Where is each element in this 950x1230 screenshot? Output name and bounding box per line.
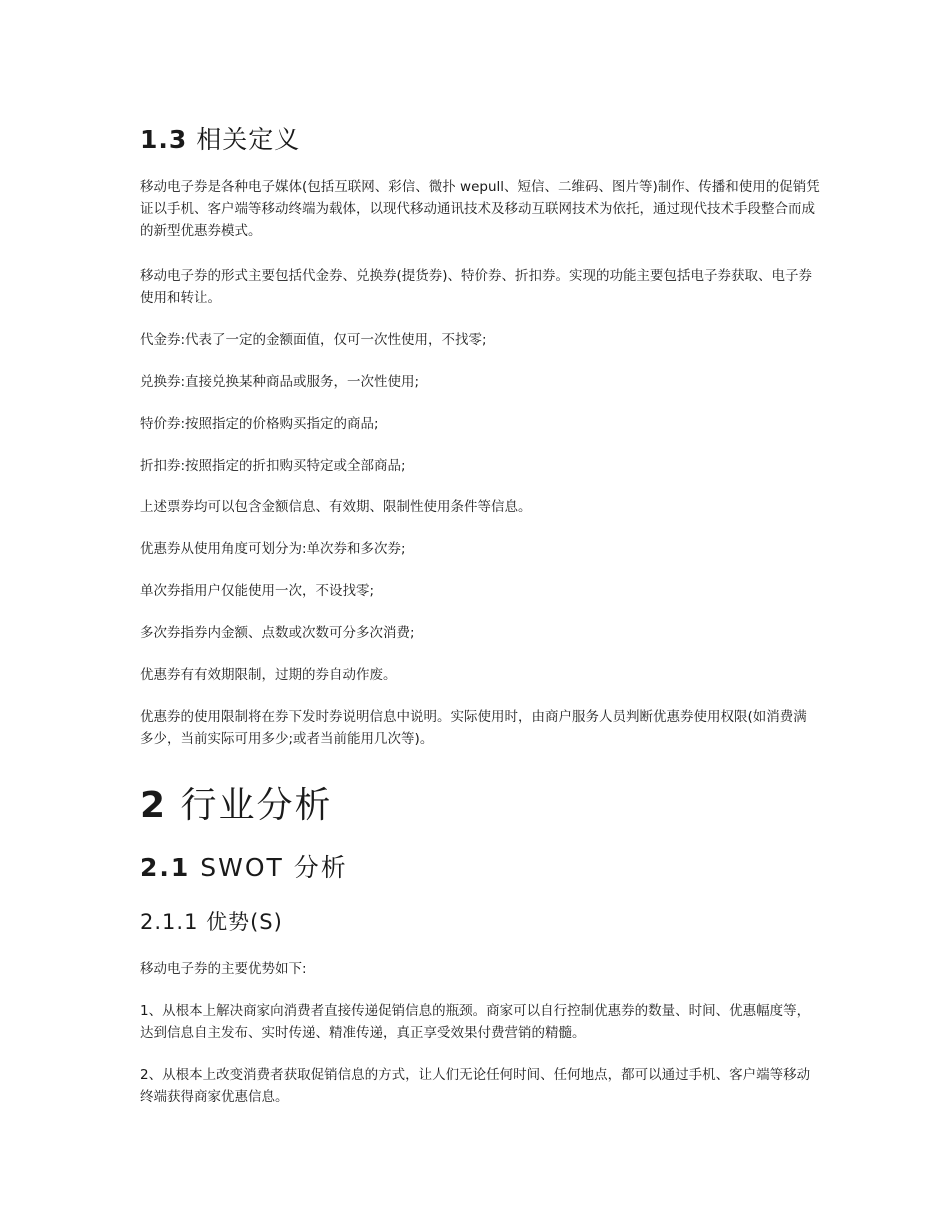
section-title: SWOT 分析 xyxy=(200,853,348,882)
paragraph-usage-limits: 优惠券的使用限制将在券下发时券说明信息中说明。实际使用时，由商户服务人员判断优惠券使用权限(如消费满多少，当前实际可用多少;或者当前能用几次等)。 xyxy=(140,709,807,747)
section-heading-1-3 xyxy=(140,120,300,156)
paragraph-definition: 移动电子券是各种电子媒体(包括互联网、彩信、微扑 wepull、短信、二维码、图片等)制作、传播和使用的促销凭证以手机、客户端等移动终端为载体，以现代移动通讯技术及移动互联网技术为依托，通过现代技术手段整合而成的新型优惠券模式。 xyxy=(140,179,820,239)
paragraph-ticket-info: 上述票券均可以包含金额信息、有效期、限制性使用条件等信息。 xyxy=(140,499,532,515)
paragraph-multi-use: 多次券指券内金额、点数或次数可分多次消费; xyxy=(140,625,415,641)
paragraph-single-use: 单次券指用户仅能使用一次，不设找零; xyxy=(140,583,375,599)
chapter-number: 2 xyxy=(140,785,168,826)
paragraph-voucher: 代金券:代表了一定的金额面值，仅可一次性使用，不找零; xyxy=(140,332,487,348)
section-title: 相关定义 xyxy=(196,125,301,154)
paragraph-forms: 移动电子券的形式主要包括代金券、兑换券(提货券)、特价券、折扣券。实现的功能主要包括电子券获取、电子券使用和转让。 xyxy=(140,268,813,306)
paragraph-usage-types: 优惠券从使用角度可划分为:单次券和多次券; xyxy=(140,541,406,557)
paragraph-exchange: 兑换券:直接兑换某种商品或服务，一次性使用; xyxy=(140,374,420,390)
chapter-heading-2 xyxy=(140,777,333,828)
paragraph-expiry: 优惠券有有效期限制，过期的券自动作废。 xyxy=(140,667,397,683)
paragraph-discount: 折扣券:按照指定的折扣购买特定或全部商品; xyxy=(140,458,406,474)
section-number: 2.1 xyxy=(140,853,191,882)
paragraph-special-price: 特价券:按照指定的价格购买指定的商品; xyxy=(140,416,379,432)
subsection-heading-2-1-1: 2.1.1 优势(S) xyxy=(140,910,283,934)
paragraph-advantages-intro: 移动电子券的主要优势如下: xyxy=(140,961,307,977)
chapter-title: 行业分析 xyxy=(180,785,333,826)
paragraph-advantage-2: 2、从根本上改变消费者获取促销信息的方式，让人们无论任何时间、任何地点，都可以通过手机、客户端等移动终端获得商家优惠信息。 xyxy=(140,1067,811,1105)
paragraph-advantage-1: 1、从根本上解决商家向消费者直接传递促销信息的瓶颈。商家可以自行控制优惠券的数量、时间、优惠幅度等，达到信息自主发布、实时传递、精准传递，真正享受效果付费营销的精髓。 xyxy=(140,1003,811,1041)
section-heading-2-1 xyxy=(140,848,348,884)
section-number: 1.3 xyxy=(140,125,188,154)
